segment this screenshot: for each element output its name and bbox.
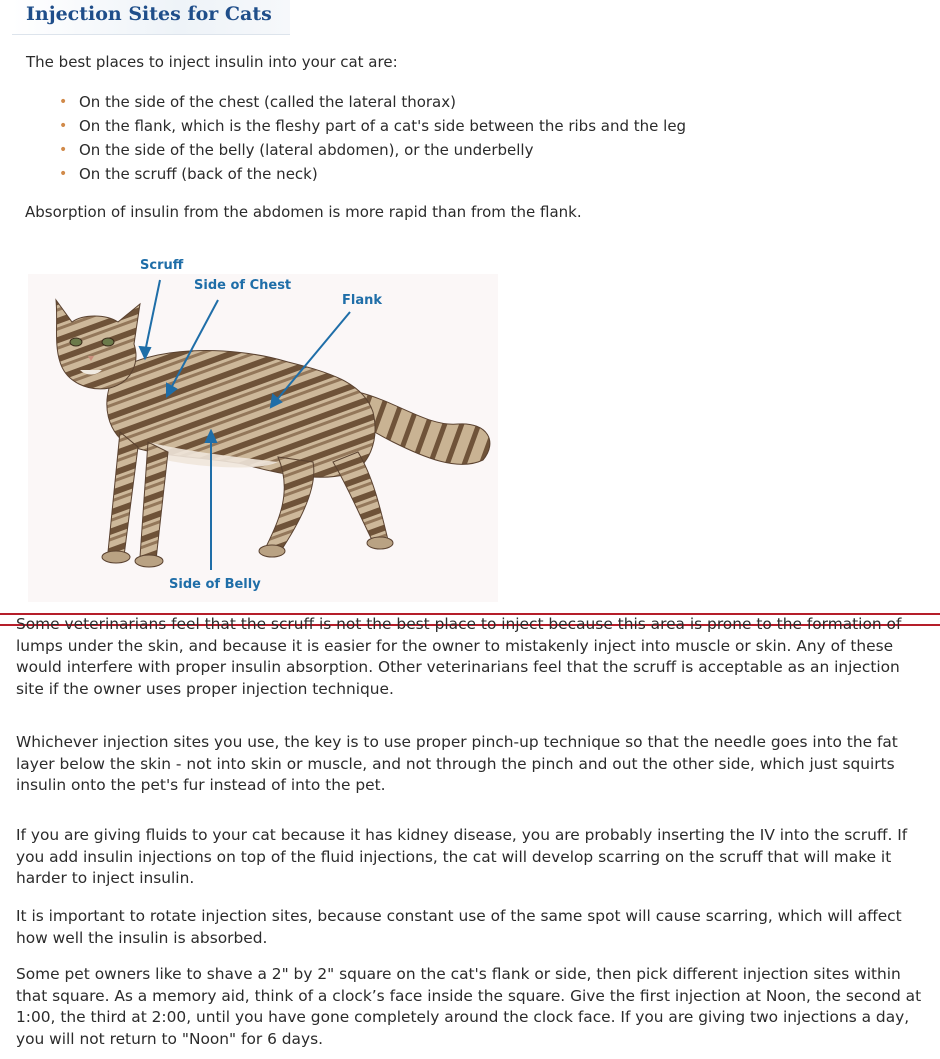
list-item-text: On the scruff (back of the neck) xyxy=(79,165,318,183)
list-item-text: On the flank, which is the fleshy part of a cat's side between the ribs and the leg xyxy=(79,117,687,135)
bottom-panel xyxy=(0,615,940,1059)
bullet-icon: • xyxy=(59,142,68,158)
cat-illustration xyxy=(28,252,518,602)
tabby-cat-icon xyxy=(28,252,518,602)
bullet-icon: • xyxy=(59,118,68,134)
list-item-text: On the side of the chest (called the lateral thorax) xyxy=(79,93,456,111)
paragraph-fluids: If you are giving fluids to your cat because it has kidney disease, you are probably inserting the IV into the scruff. If you add insulin injections on top of the fluid injections, the cat will develop scarring on the scruff that will make it harder to inject insulin. xyxy=(16,826,908,888)
absorption-note: Absorption of insulin from the abdomen is more rapid than from the flank. xyxy=(25,203,582,221)
scruff-label: Scruff xyxy=(140,258,184,273)
paragraph-pinch-technique: Whichever injection sites you use, the key is to use proper pinch-up technique so that the needle goes into the fat layer below the skin - not into skin or muscle, and not through the pinch and out the other side, which just squirts insulin onto the pet's fur instead of into the pet. xyxy=(16,733,898,795)
bullet-icon: • xyxy=(59,166,68,182)
list-item-text: On the side of the belly (lateral abdomen), or the underbelly xyxy=(79,141,534,159)
flank-label: Flank xyxy=(342,293,383,308)
paragraph-scruff-debate: Some veterinarians feel that the scruff is not the best place to inject because this area is prone to the formation of lumps under the skin, and because it is easier for the owner to mistakenly inject into muscle or skin. Any of these would interfere with proper insulin absorption. Other veterinarians feel that the scruff is acceptable as an injection site if the owner uses proper injection technique. xyxy=(16,615,902,699)
paragraph-clock-method: Some pet owners like to shave a 2" by 2" square on the cat's flank or side, then pick different injection sites within that square. As a memory aid, think of a clock’s face inside the square. Give the first injection at Noon, the second at 1:00, the third at 2:00, until you have gone completely around the clock face. If you are giving two injections a day, you will not return to "Noon" for 6 days. xyxy=(16,965,922,1049)
side-of-belly-label: Side of Belly xyxy=(169,577,261,592)
paragraph-rotate-sites: It is important to rotate injection sites, because constant use of the same spot will cause scarring, which will affect how well the insulin is absorbed. xyxy=(16,907,902,947)
side-of-chest-label: Side of Chest xyxy=(194,278,292,293)
bullet-icon: • xyxy=(59,94,68,110)
intro-text: The best places to inject insulin into your cat are: xyxy=(26,53,398,71)
page-title: Injection Sites for Cats xyxy=(26,3,272,25)
